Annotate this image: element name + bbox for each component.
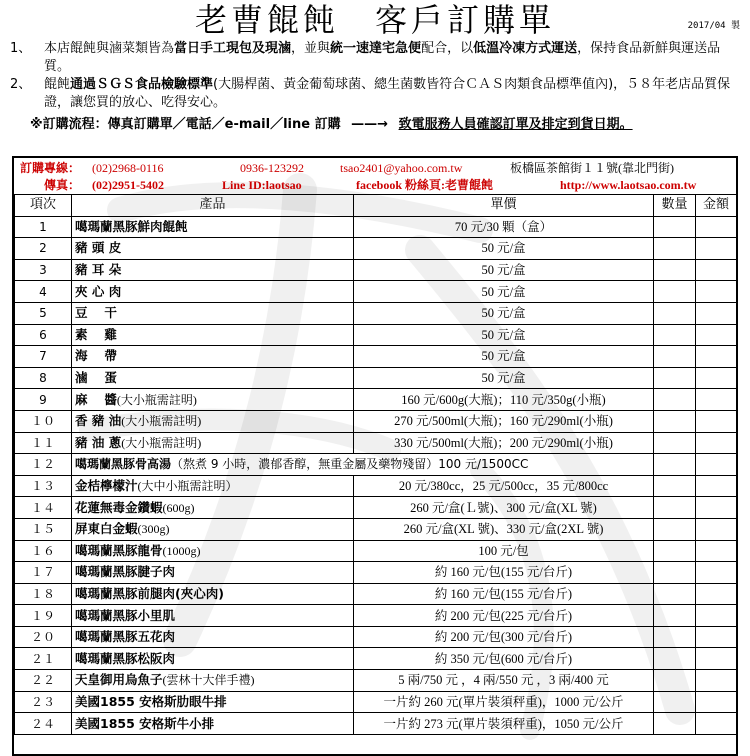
item-number: １３ <box>15 475 72 497</box>
amount-field[interactable] <box>696 648 737 670</box>
product-name: 海 帶 <box>75 348 117 364</box>
table-row <box>15 475 737 497</box>
product-name-cell <box>72 238 354 260</box>
note-text: 餛飩通過ＳＧＳ食品檢驗標準(大腸桿菌、黃金葡萄球菌、總生菌數皆符合ＣＡＳ肉類食品標準值內)，５８年老店品質保證，讓您買的放心、吃得安心。 <box>44 77 731 110</box>
product-name-cell <box>72 302 354 324</box>
product-name: 噶瑪蘭黑豚前腿肉(夾心肉) <box>75 585 224 601</box>
unit-price: 160 元/600g(大瓶)；110 元/350g(小瓶) <box>354 389 654 411</box>
product-name-cell <box>72 648 354 670</box>
table-row <box>15 670 737 692</box>
product-name: 豬 耳 朵 <box>75 262 122 278</box>
product-name: 噶瑪蘭黑豚五花肉 <box>75 629 176 645</box>
quantity-field[interactable] <box>654 626 696 648</box>
product-name: 麻 醬 <box>75 391 117 407</box>
order-process <box>30 116 745 134</box>
amount-field[interactable] <box>696 216 737 238</box>
product-name: 美國1855 安格斯肋眼牛排 <box>75 693 227 709</box>
product-name-cell <box>72 432 354 454</box>
unit-price: 約 160 元/包(155 元/台斤) <box>354 583 654 605</box>
unit-price: 一片約 273 元(單片裝須秤重)，1050 元/公斤 <box>354 713 654 735</box>
product-name: 噶瑪蘭黑豚鮮肉餛飩 <box>75 218 188 234</box>
unit-price: 270 元/500ml(大瓶)；160 元/290ml(小瓶) <box>354 410 654 432</box>
order-form <box>12 156 738 756</box>
quantity-field[interactable] <box>654 583 696 605</box>
table-row <box>15 302 737 324</box>
item-number: 5 <box>15 302 72 324</box>
item-number: 2 <box>15 238 72 260</box>
unit-price: 260 元/盒(XL 號)、330 元/盒(2XL 號) <box>354 518 654 540</box>
product-note: (300g) <box>137 522 170 537</box>
unit-price: 50 元/盒 <box>354 238 654 260</box>
item-number: 1 <box>15 216 72 238</box>
contact-line-2 <box>20 177 736 194</box>
unit-price: 50 元/盒 <box>354 259 654 281</box>
product-name-cell <box>72 475 354 497</box>
phone-2: 0936-123292 <box>240 161 304 175</box>
form-date: 2017/04 製 <box>687 21 740 31</box>
table-header-row <box>15 195 737 217</box>
table-row <box>15 389 737 411</box>
unit-price: 5 兩/750 元 ，4 兩/550 元 ，3 兩/400 元 <box>354 670 654 692</box>
product-name-cell <box>72 389 354 411</box>
product-name: 噶瑪蘭黑豚骨高湯 <box>75 457 172 472</box>
unit-price: 70 元/30 顆（盒） <box>354 216 654 238</box>
note-text: 本店餛飩與滷菜類皆為當日手工現包及現滷，並與統一速達宅急便配合，以低溫冷凍方式運送，保持食品新鮮與運送品質。 <box>44 41 721 74</box>
fax-number: (02)2951-5402 <box>92 178 164 192</box>
amount-field[interactable] <box>696 302 737 324</box>
quantity-field[interactable] <box>654 713 696 735</box>
item-number: ２２ <box>15 670 72 692</box>
amount-field[interactable] <box>696 238 737 260</box>
product-name: 花蓮無毒金鑽蝦 <box>75 499 163 515</box>
table-row <box>15 238 737 260</box>
unit-price: 260 元/盒(Ｌ號)、300 元/盒(XL 號) <box>354 497 654 519</box>
unit-price: 50 元/盒 <box>354 302 654 324</box>
table-row <box>15 346 737 368</box>
note-2 <box>10 76 745 112</box>
product-name: 噶瑪蘭黑豚腱子肉 <box>75 564 176 580</box>
product-name-cell <box>72 583 354 605</box>
process-confirmation: 致電服務人員確認訂單及排定到貨日期。 <box>398 117 633 132</box>
table-row <box>15 518 737 540</box>
phone-1: (02)2968-0116 <box>92 161 164 175</box>
amount-field[interactable] <box>696 540 737 562</box>
amount-field[interactable] <box>696 389 737 411</box>
product-name: 豆 干 <box>75 305 117 321</box>
unit-price: 50 元/盒 <box>354 346 654 368</box>
table-row <box>15 713 737 735</box>
product-name-cell <box>72 281 354 303</box>
quantity-field[interactable] <box>654 324 696 346</box>
table-row <box>15 562 737 584</box>
item-number: １５ <box>15 518 72 540</box>
table-row <box>15 605 737 627</box>
product-note: (雲林十大伴手禮) <box>162 673 255 688</box>
item-number: １２ <box>15 454 72 476</box>
unit-price: 約 200 元/包(225 元/台斤) <box>354 605 654 627</box>
product-note: (大小瓶需註明) <box>116 392 197 407</box>
quantity-field[interactable] <box>654 302 696 324</box>
note-1 <box>10 40 745 76</box>
table-row <box>15 497 737 519</box>
item-number: ２３ <box>15 691 72 713</box>
product-name: 夾 心 肉 <box>75 283 122 299</box>
product-name: 噶瑪蘭黑豚小里肌 <box>75 607 176 623</box>
amount-field[interactable] <box>696 346 737 368</box>
product-name-cell <box>72 626 354 648</box>
product-name: 屏東白金蝦 <box>75 521 138 537</box>
process-steps: ※訂購流程：傳真訂購單／電話／e-mail／line 訂購 <box>30 117 341 132</box>
product-name: 天皇御用烏魚子 <box>75 672 163 688</box>
product-name-cell <box>72 518 354 540</box>
product-name-cell <box>72 216 354 238</box>
quantity-field[interactable] <box>654 670 696 692</box>
product-name: 豬 頭 皮 <box>75 240 122 256</box>
item-number: １４ <box>15 497 72 519</box>
unit-price: 50 元/盒 <box>354 281 654 303</box>
product-name: 豬 油 蔥 <box>75 434 122 450</box>
product-name: 美國1855 安格斯牛小排 <box>75 715 215 731</box>
header-price: 單價 <box>354 195 654 217</box>
quantity-field[interactable] <box>654 410 696 432</box>
table-row <box>15 216 737 238</box>
product-note: (大中小瓶需註明） <box>137 479 238 494</box>
table-row <box>15 367 737 389</box>
product-table <box>14 194 737 735</box>
unit-price: 一片約 260 元(單片裝須秤重)，1000 元/公斤 <box>354 691 654 713</box>
product-name-cell <box>72 324 354 346</box>
item-number: ２４ <box>15 713 72 735</box>
product-note: （熬煮 9 小時，濃郁香醇，無重金屬及藥物殘留）100 元/1500CC <box>171 457 529 472</box>
product-name-cell <box>72 410 354 432</box>
product-name-cell <box>72 691 354 713</box>
item-number: 6 <box>15 324 72 346</box>
quantity-field[interactable] <box>654 432 696 454</box>
amount-field[interactable] <box>696 259 737 281</box>
table-row <box>15 626 737 648</box>
contact-line-1 <box>20 160 736 177</box>
quantity-field[interactable] <box>654 497 696 519</box>
table-row <box>15 281 737 303</box>
product-name-cell <box>72 497 354 519</box>
product-name-cell <box>72 605 354 627</box>
product-name-cell <box>72 562 354 584</box>
product-note: (大小瓶需註明) <box>121 414 202 429</box>
amount-field[interactable] <box>696 583 737 605</box>
unit-price: 約 200 元/包(300 元/台斤) <box>354 626 654 648</box>
amount-field[interactable] <box>696 670 737 692</box>
quantity-field[interactable] <box>654 281 696 303</box>
quantity-field[interactable] <box>654 540 696 562</box>
item-number: 7 <box>15 346 72 368</box>
quantity-field[interactable] <box>654 346 696 368</box>
email: tsao2401@yahoo.com.tw <box>340 161 463 175</box>
product-name-with-price <box>72 454 654 476</box>
header-no: 項次 <box>15 195 72 217</box>
product-name: 香 豬 油 <box>75 413 122 429</box>
quantity-field[interactable] <box>654 605 696 627</box>
item-number: １０ <box>15 410 72 432</box>
order-notes <box>10 40 745 134</box>
amount-field[interactable] <box>696 432 737 454</box>
product-name: 金桔檸檬汁 <box>75 478 138 494</box>
header-qty: 數量 <box>654 195 696 217</box>
product-name: 噶瑪蘭黑豚龍骨 <box>75 542 163 558</box>
quantity-field[interactable] <box>654 216 696 238</box>
amount-field[interactable] <box>696 497 737 519</box>
arrow-right-icon: ——→ <box>351 117 389 132</box>
header-product: 產品 <box>72 195 354 217</box>
amount-field[interactable] <box>696 691 737 713</box>
product-name: 噶瑪蘭黑豚松阪肉 <box>75 650 176 666</box>
amount-field[interactable] <box>696 605 737 627</box>
table-row <box>15 324 737 346</box>
table-row <box>15 540 737 562</box>
item-number: １９ <box>15 605 72 627</box>
item-number: ２０ <box>15 626 72 648</box>
product-name-cell <box>72 670 354 692</box>
product-name-cell <box>72 346 354 368</box>
amount-field[interactable] <box>696 518 737 540</box>
header-amount: 金額 <box>696 195 737 217</box>
quantity-field[interactable] <box>654 562 696 584</box>
table-row <box>15 410 737 432</box>
item-number: 3 <box>15 259 72 281</box>
product-name: 素 雞 <box>75 326 117 342</box>
quantity-field[interactable] <box>654 691 696 713</box>
item-number: １１ <box>15 432 72 454</box>
amount-field[interactable] <box>696 626 737 648</box>
hotline-label: 訂購專線： <box>20 161 81 175</box>
table-row <box>15 648 737 670</box>
quantity-field[interactable] <box>654 259 696 281</box>
item-number: 8 <box>15 367 72 389</box>
product-name: 滷 蛋 <box>75 370 117 386</box>
amount-field[interactable] <box>696 324 737 346</box>
item-number: ２１ <box>15 648 72 670</box>
unit-price: 50 元/盒 <box>354 324 654 346</box>
table-row <box>15 691 737 713</box>
unit-price: 50 元/盒 <box>354 367 654 389</box>
item-number: １８ <box>15 583 72 605</box>
amount-field[interactable] <box>696 281 737 303</box>
quantity-field[interactable] <box>654 238 696 260</box>
fax-label: 傳真： <box>44 178 81 192</box>
product-note: (大小瓶需註明) <box>121 435 202 450</box>
product-note: (600g) <box>162 500 195 515</box>
item-number: 9 <box>15 389 72 411</box>
facebook-page: facebook 粉絲頁:老曹餛飩 <box>356 178 493 192</box>
item-number: 4 <box>15 281 72 303</box>
amount-field[interactable] <box>696 713 737 735</box>
page-title: 老曹餛飩 客戶訂購單 <box>194 1 555 39</box>
note-number: 2、 <box>10 77 32 92</box>
address: 板橋區茶館街１１號(靠北門街) <box>510 161 674 175</box>
amount-field[interactable] <box>696 367 737 389</box>
amount-field[interactable] <box>696 562 737 584</box>
quantity-field[interactable] <box>654 518 696 540</box>
quantity-field[interactable] <box>654 475 696 497</box>
unit-price: 20 元/380cc，25 元/500cc，35 元/800cc <box>354 475 654 497</box>
quantity-field[interactable] <box>654 367 696 389</box>
amount-field[interactable] <box>696 410 737 432</box>
unit-price: 約 350 元/包(600 元/台斤) <box>354 648 654 670</box>
table-row <box>15 259 737 281</box>
product-name-cell <box>72 259 354 281</box>
quantity-field[interactable] <box>654 389 696 411</box>
unit-price: 約 160 元/包(155 元/台斤) <box>354 562 654 584</box>
quantity-field[interactable] <box>654 454 696 476</box>
contact-info <box>20 160 736 194</box>
product-name-cell <box>72 540 354 562</box>
amount-field[interactable] <box>696 475 737 497</box>
website: http://www.laotsao.com.tw <box>560 178 697 192</box>
product-name-cell <box>72 367 354 389</box>
table-row <box>15 583 737 605</box>
amount-field[interactable] <box>696 454 737 476</box>
line-id: Line ID:laotsao <box>222 178 302 192</box>
table-row <box>15 432 737 454</box>
quantity-field[interactable] <box>654 648 696 670</box>
product-note: (1000g) <box>162 543 201 558</box>
unit-price: 330 元/500ml(大瓶)；200 元/290ml(小瓶) <box>354 432 654 454</box>
note-number: 1、 <box>10 41 32 56</box>
product-name-cell <box>72 713 354 735</box>
table-row <box>15 454 737 476</box>
item-number: １６ <box>15 540 72 562</box>
item-number: １７ <box>15 562 72 584</box>
unit-price: 100 元/包 <box>354 540 654 562</box>
